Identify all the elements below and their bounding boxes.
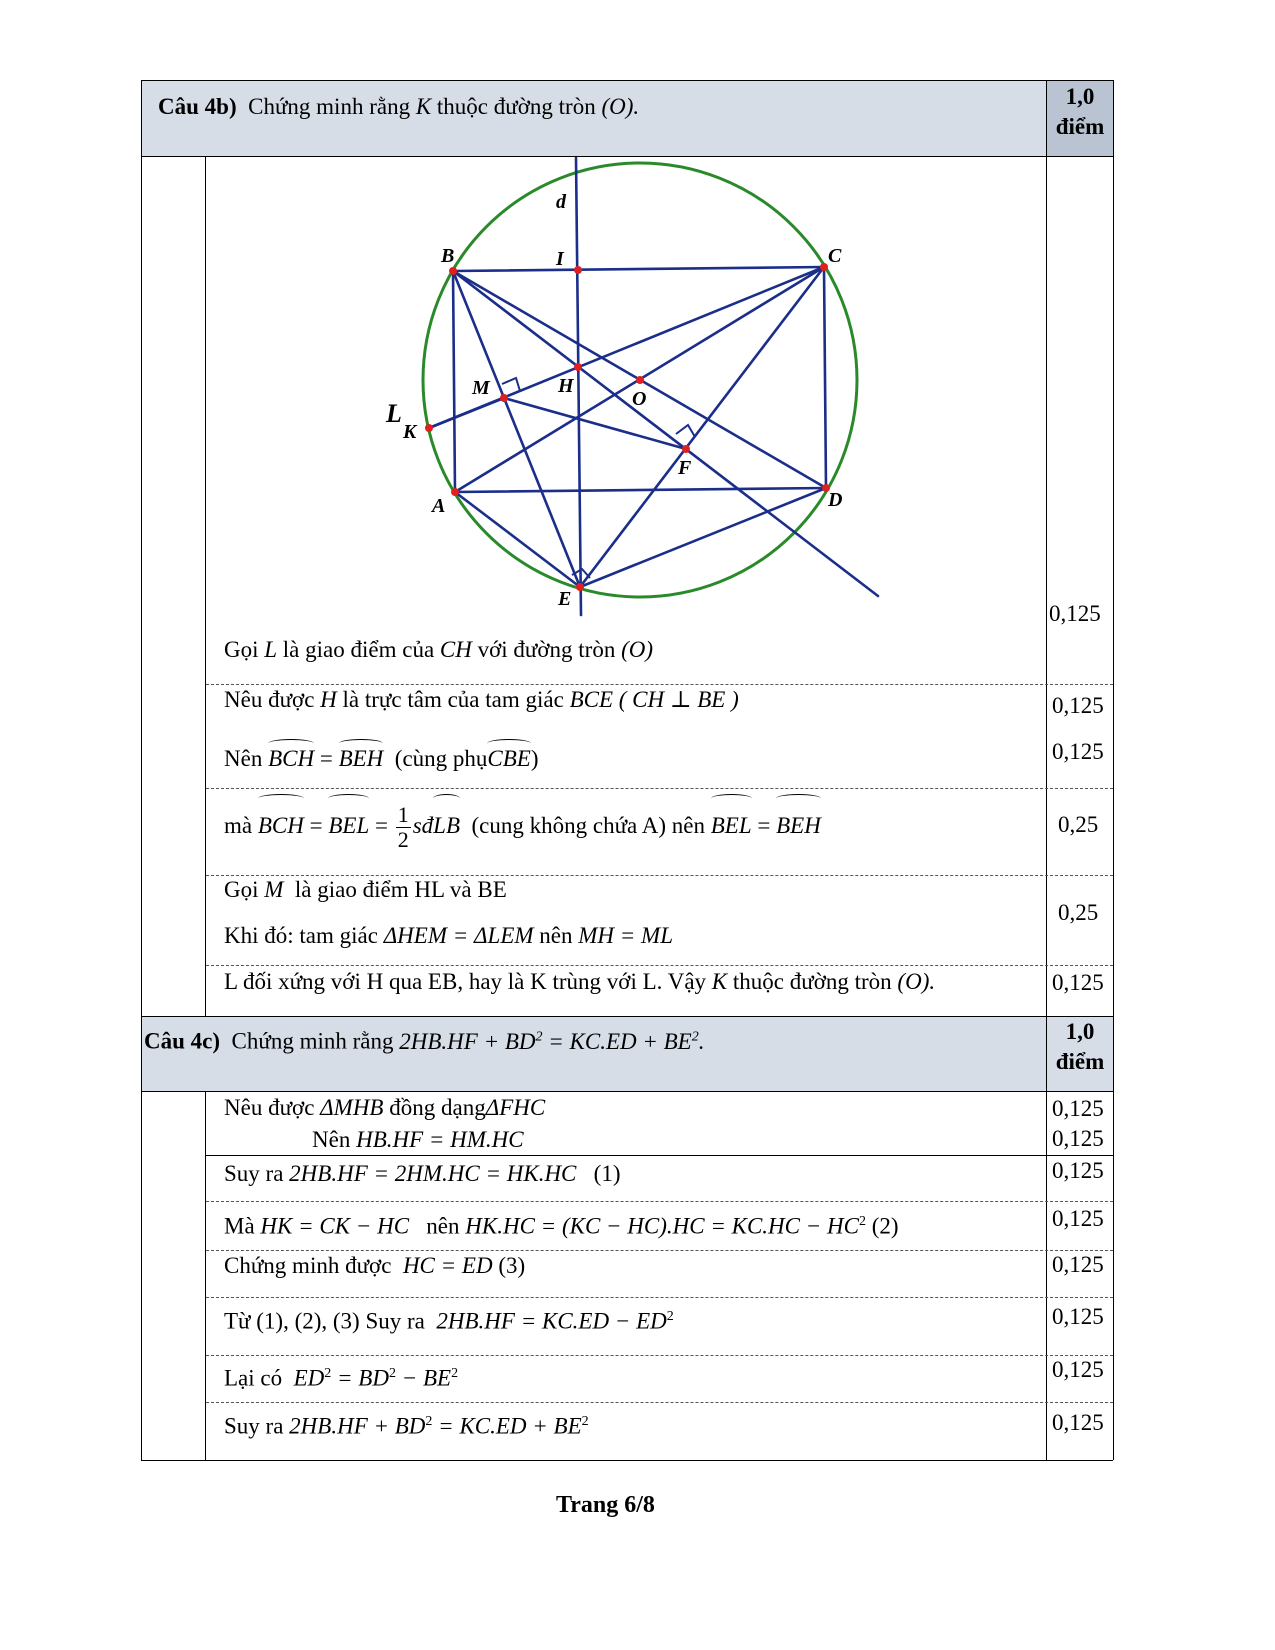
text: Nên bbox=[224, 746, 263, 771]
q4c-row-1 bbox=[224, 1094, 545, 1122]
math: L bbox=[264, 637, 278, 662]
score: 0,125 bbox=[1052, 1304, 1104, 1329]
row-separator bbox=[206, 1250, 1113, 1251]
line-bc bbox=[453, 267, 824, 271]
point-a bbox=[451, 488, 459, 496]
math: ΔHEM = ΔLEM bbox=[383, 923, 534, 948]
label-o: O bbox=[632, 388, 647, 410]
angle: BCH bbox=[258, 800, 304, 852]
text: Mà bbox=[224, 1213, 255, 1239]
line-km bbox=[429, 398, 504, 428]
q4b-step5-line2 bbox=[224, 922, 673, 950]
score: 0,25 bbox=[1058, 900, 1099, 925]
math: CH bbox=[439, 637, 472, 662]
right-angle-m bbox=[502, 378, 520, 391]
text: là giao điểm của bbox=[282, 637, 435, 662]
table-line bbox=[141, 80, 1113, 81]
score: 0,125 bbox=[1052, 1158, 1104, 1183]
q4c-row-4: Mà HK = CK − HC nên $HK.HC = (KC - HC).HC = KC.HC - HC^2$ (2) bbox=[224, 1213, 899, 1239]
text: L đối xứng với H qua EB, hay là K trùng với L. Vậy bbox=[224, 969, 707, 994]
text: = bbox=[319, 746, 333, 771]
q4c-row-3 bbox=[224, 1160, 620, 1188]
math: ΔFHC bbox=[485, 1095, 546, 1120]
score: 0,125 bbox=[1052, 970, 1104, 995]
table-line bbox=[1046, 80, 1047, 1460]
math: HK = CK − HC bbox=[260, 1213, 410, 1239]
label-b: B bbox=[441, 245, 455, 267]
label-c: C bbox=[828, 245, 842, 267]
label-k: K bbox=[403, 421, 417, 443]
point-e bbox=[576, 583, 584, 591]
q4c-title bbox=[144, 1022, 704, 1057]
q4c-row-7: Lại có $ED^2 = BD^2 - BE^2$ bbox=[224, 1365, 459, 1391]
text: Gọi bbox=[224, 637, 259, 662]
q4b-step4: mà BCH = BEL = $\frac{1}{2}$ sđLB (cung không chứa A) nên BEL = BEH bbox=[224, 800, 821, 852]
q4b-step1 bbox=[224, 636, 653, 664]
text: Chứng minh được bbox=[224, 1253, 392, 1278]
q4b-points bbox=[1046, 82, 1114, 142]
row-separator bbox=[206, 1155, 1113, 1156]
line-cd bbox=[824, 267, 826, 488]
fraction bbox=[396, 803, 411, 852]
row-separator bbox=[206, 1201, 1113, 1202]
q4c-row-6: Từ (1), (2), (3) Suy ra $2HB.HF = KC.ED - ED^2$ bbox=[224, 1308, 674, 1334]
table-line bbox=[141, 1091, 1113, 1092]
angle: BEL bbox=[328, 800, 369, 852]
arc: LB bbox=[433, 800, 460, 852]
point-b bbox=[449, 267, 457, 275]
label-d: d bbox=[556, 191, 566, 213]
text: là trực tâm của tam giác bbox=[342, 687, 564, 712]
point-f bbox=[682, 445, 690, 453]
score: 0,125 bbox=[1049, 601, 1101, 626]
angle: BEH bbox=[776, 800, 821, 852]
math: HK.HC = (KC − HC).HC = KC.HC − HC bbox=[465, 1213, 859, 1239]
q4b-step2 bbox=[224, 686, 739, 714]
row-separator bbox=[206, 684, 1113, 685]
score: 0,125 bbox=[1052, 739, 1104, 764]
q4b-label: Câu 4b) bbox=[158, 94, 237, 119]
title-text: thuộc đường tròn bbox=[436, 94, 596, 119]
table-line bbox=[205, 156, 206, 1016]
math: = BD bbox=[337, 1365, 389, 1391]
label-m: M bbox=[472, 377, 490, 399]
text: (cùng phụ bbox=[394, 746, 488, 771]
math: ED bbox=[293, 1365, 325, 1391]
q4b-step5-line1 bbox=[224, 876, 507, 904]
label-f: F bbox=[678, 457, 692, 479]
geometry-figure bbox=[380, 155, 890, 625]
score: 0,125 bbox=[1052, 1096, 1104, 1121]
text: nên bbox=[539, 923, 573, 948]
text: nên bbox=[426, 1213, 460, 1239]
title-circle: (O). bbox=[601, 94, 640, 119]
den: 2 bbox=[397, 827, 409, 853]
table-line bbox=[141, 1016, 1113, 1017]
q4b-title bbox=[158, 92, 639, 122]
text: Gọi bbox=[224, 877, 259, 902]
line-d bbox=[576, 158, 581, 615]
label-h: H bbox=[558, 375, 574, 397]
score: 0,125 bbox=[1052, 1126, 1104, 1151]
point-i bbox=[574, 266, 582, 274]
table-line bbox=[141, 80, 142, 1460]
q4b-step6 bbox=[224, 968, 935, 996]
math: BCE bbox=[569, 687, 614, 712]
angle: BEH bbox=[338, 746, 384, 771]
math: 2HB.HF = 2HM.HC = HK.HC bbox=[289, 1161, 577, 1186]
score: 0,125 bbox=[1052, 1252, 1104, 1277]
text: sđ bbox=[412, 813, 434, 838]
text: với đường tròn bbox=[477, 637, 616, 662]
text: (3) bbox=[498, 1253, 526, 1278]
text: Suy ra bbox=[224, 1161, 284, 1186]
page-footer: Trang 6/8 bbox=[556, 1492, 655, 1518]
math: ΔMHB bbox=[320, 1095, 384, 1120]
label-e: E bbox=[558, 588, 572, 610]
label-i: I bbox=[556, 248, 564, 270]
q4c-label: Câu 4c) bbox=[144, 1028, 221, 1054]
text: đồng dạng bbox=[389, 1095, 486, 1120]
q4c-points bbox=[1046, 1017, 1114, 1077]
line-bf-ext bbox=[453, 271, 878, 596]
math: 2HB.HF + BD bbox=[289, 1413, 426, 1439]
score: 0,125 bbox=[1052, 1357, 1104, 1382]
table-line bbox=[1113, 80, 1114, 1460]
row-separator bbox=[206, 1402, 1113, 1403]
label-l: L bbox=[386, 399, 402, 428]
score: 0,25 bbox=[1058, 812, 1099, 837]
points-value: 1,0 bbox=[1065, 1019, 1095, 1044]
math: = KC.ED + BE bbox=[438, 1413, 582, 1439]
point-m bbox=[500, 394, 508, 402]
points-unit: điểm bbox=[1055, 114, 1105, 139]
row-separator bbox=[206, 965, 1113, 966]
score: 0,125 bbox=[1052, 1206, 1104, 1231]
label-d-point: D bbox=[828, 489, 843, 511]
row-separator bbox=[206, 788, 1113, 789]
row-separator bbox=[206, 1297, 1113, 1298]
text: Từ (1), (2), (3) Suy ra bbox=[224, 1308, 425, 1334]
label-a: A bbox=[432, 495, 446, 517]
text: mà bbox=[224, 813, 253, 838]
text: Suy ra bbox=[224, 1413, 284, 1439]
q4c-row-8: Suy ra $2HB.HF + BD^2 = KC.ED + BE^2$ bbox=[224, 1413, 589, 1439]
q4b-step3 bbox=[224, 745, 539, 773]
math: (O). bbox=[897, 969, 936, 994]
text: là giao điểm HL và BE bbox=[294, 877, 507, 902]
points-value: 1,0 bbox=[1065, 84, 1095, 109]
points-unit: điểm bbox=[1055, 1049, 1105, 1074]
line-ba bbox=[453, 271, 455, 492]
angle: BCH bbox=[268, 746, 315, 771]
math: MH = ML bbox=[578, 923, 673, 948]
text: Nêu được bbox=[224, 1095, 315, 1120]
angle: BEL bbox=[711, 800, 752, 852]
point-k bbox=[425, 424, 433, 432]
text: ) bbox=[530, 746, 539, 771]
math: HC = ED bbox=[402, 1253, 493, 1278]
title-text: Chứng minh rằng bbox=[248, 94, 411, 119]
math: (O) bbox=[621, 637, 654, 662]
text: (cung không chứa A) nên bbox=[471, 813, 705, 838]
point-c bbox=[820, 263, 828, 271]
math: 2HB.HF = KC.ED − ED bbox=[436, 1308, 667, 1334]
q4c-row-2 bbox=[312, 1126, 524, 1154]
point-h bbox=[574, 363, 582, 371]
math: H bbox=[320, 687, 337, 712]
line-ad bbox=[455, 488, 826, 492]
text: Khi đó: tam giác bbox=[224, 923, 378, 948]
math: M bbox=[264, 877, 284, 902]
text: (2) bbox=[871, 1213, 899, 1239]
score: 0,125 bbox=[1052, 1410, 1104, 1435]
num: 1 bbox=[397, 802, 409, 828]
text: thuộc đường tròn bbox=[732, 969, 892, 994]
text: Lại có bbox=[224, 1365, 283, 1391]
text: Nên bbox=[312, 1127, 351, 1152]
text: Nêu được bbox=[224, 687, 315, 712]
math: K bbox=[711, 969, 728, 994]
math: ( CH ⊥ BE ) bbox=[618, 687, 739, 712]
title-var: K bbox=[415, 94, 432, 119]
q4c-row-5 bbox=[224, 1252, 525, 1280]
row-separator bbox=[206, 1355, 1113, 1356]
right-angle-f bbox=[676, 425, 695, 437]
math: HB.HF = HM.HC bbox=[356, 1127, 524, 1152]
text: (1) bbox=[593, 1161, 621, 1186]
score: 0,125 bbox=[1052, 693, 1104, 718]
point-o bbox=[636, 376, 644, 384]
title-text: Chứng minh rằng bbox=[231, 1028, 394, 1054]
title-equation: $2HB.HF + BD^2 = KC.ED + BE^2$. bbox=[399, 1028, 705, 1054]
math: − BE bbox=[401, 1365, 452, 1391]
angle: CBE bbox=[487, 746, 531, 771]
table-line bbox=[205, 1091, 206, 1460]
table-line bbox=[141, 1460, 1113, 1461]
